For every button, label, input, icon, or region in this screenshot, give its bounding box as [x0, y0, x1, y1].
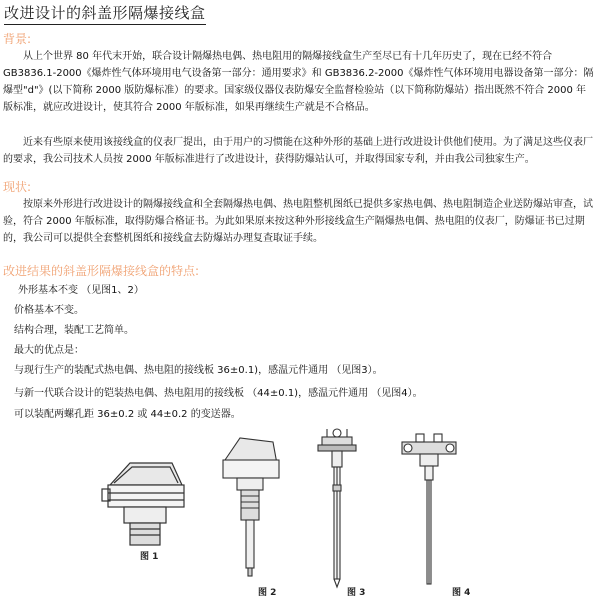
feature-item: 与现行生产的装配式热电偶、热电阻的接线板 36±0.1)，感温元件通用 （见图3）。 [14, 365, 383, 376]
figure-1-junction-box-drawing [100, 445, 190, 550]
feature-item: 最大的优点是： [14, 345, 84, 356]
figure-3-caption: 图 3 [347, 588, 366, 598]
feature-item: 与新一代联合设计的铠装热电偶、热电阻用的接线板 （44±0.1)，感温元件通用 （见图4）。 [14, 388, 423, 399]
figure-3-sensing-element-drawing [312, 425, 362, 590]
feature-item: 结构合理，装配工艺简单。 [14, 325, 134, 336]
figure-2-caption: 图 2 [258, 588, 277, 598]
document-title: 改进设计的斜盖形隔爆接线盒 [4, 2, 206, 25]
background-heading: 背景: [3, 32, 32, 46]
figure-4-caption: 图 4 [452, 588, 471, 598]
figure-1-caption: 图 1 [140, 552, 159, 562]
feature-item: 外形基本不变 （见图1、2） [18, 285, 144, 296]
background-paragraph-1: 从上个世界 80 年代末开始，联合设计隔爆热电偶、热电阻用的隔爆接线盒生产至尽已有十几年历史了，现在已经不符合 GB3836.1-2000《爆炸性气体环境用电气设备第一部分：通用要求》和 GB3836.2-2000《爆炸性气体环境用电器设备第一部分：隔爆型"d"》(以下简称 2000 版防爆标准）的要求。国家级仪器仪表防爆安全监督检验站（以下简称防爆站）指出既然不符合 2000 年版标准，就应改进设计，使其符合 2000 年版标准，如果再继续生产就是不合格品。 [3, 51, 594, 113]
features-heading: 改进结果的斜盖形隔爆接线盒的特点: [3, 264, 200, 278]
status-heading: 现状: [3, 180, 32, 194]
status-paragraph: 按原来外形进行改进设计的隔爆接线盒和全套隔爆热电偶、热电阻整机图纸已提供多家热电偶、热电阻制造企业送防爆站审查，试验，符合 2000 年版标准，取得防爆合格证书。为此如果原来按这种外形接线盒生产隔爆热电偶、热电阻的仪表厂，防爆证书已过期的，我公司可以提供全套整机图纸和接线盒去防爆站办理复查取证手续。 [3, 199, 593, 244]
background-paragraph-2: 近来有些原来使用该接线盒的仪表厂提出，由于用户的习惯能在这种外形的基础上进行改进设计供他们使用。为了满足这些仪表厂的要求，我公司技术人员按 2000 年版标准进行了改进设计，获得防爆站认可，并取得国家专利，并由我公司独家生产。 [3, 137, 593, 165]
figure-4-armoured-element-drawing [398, 428, 460, 593]
feature-item: 可以装配两螺孔距 36±0.2 或 44±0.2 的变送器。 [14, 409, 241, 420]
figure-2-thermocouple-drawing [215, 430, 285, 580]
feature-item: 价格基本不变。 [14, 305, 84, 316]
